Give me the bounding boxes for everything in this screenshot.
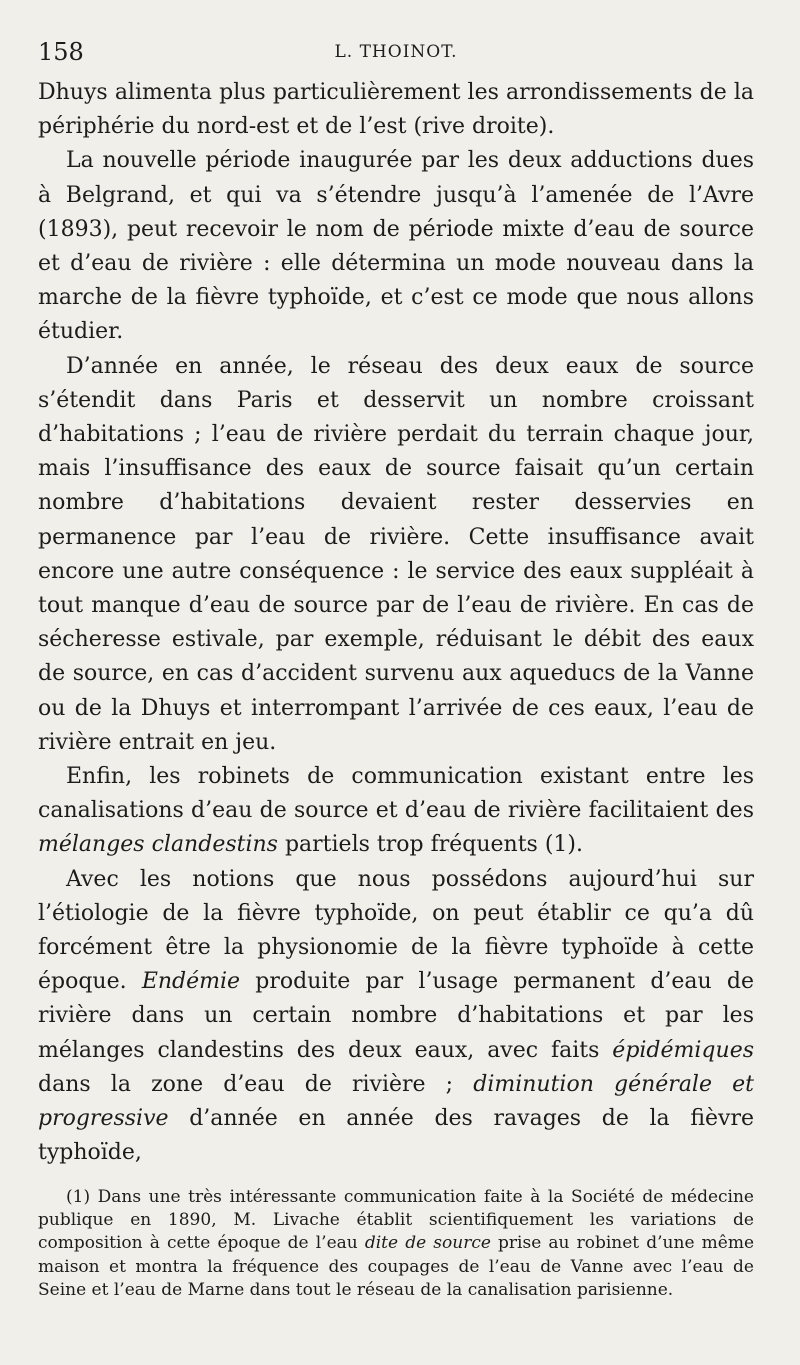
text-run: dans la zone d’eau de rivière ;: [38, 1071, 474, 1097]
footnotes: [38, 1186, 754, 1302]
text-run: partiels trop fréquents (1).: [277, 832, 583, 858]
text-run: Enfin, les robinets de communication existant entre les canalisations d’eau de source et d’eau de rivière facilitaient des: [38, 764, 754, 824]
italic-run: mélanges clandestins: [38, 832, 278, 858]
italic-run: épidémiques: [612, 1037, 754, 1063]
running-head: [38, 38, 754, 68]
text-run: (1) Dans une très intéressante communication faite à la Société de médecine publique en 1890, M. Livache établit scientifiquement les variations de composition à cette époque de l’eau: [38, 1187, 754, 1254]
italic-run: dite de source: [364, 1233, 491, 1254]
paragraph-continued: Dhuys alimenta plus particulièrement les arrondissements de la périphérie du nord-est et de l’est (rive droite).: [38, 80, 754, 140]
text-run: produite par l’usage permanent d’eau de rivière dans un certain nombre d’habitations et par les mélanges clandestins des deux eaux, avec faits: [38, 969, 755, 1063]
italic-run: Endémie: [141, 969, 241, 995]
header-author: L. THOINOT.: [334, 42, 458, 62]
body-text: [38, 76, 754, 1171]
page-number: 158: [38, 38, 84, 66]
paragraph-reseau: D’année en année, le réseau des deux eaux de source s’étendit dans Paris et desservit un nombre croissant d’habitations ; l’eau de rivière perdait du terrain chaque jour, mais l’insuffisance des eaux de source faisait qu’un certain nombre d’habitations devaient rester desservies en permanence par l’eau de rivière. Cette insuffisance avait encore une autre conséquence : le service des eaux suppléait à tout manque d’eau de source par de l’eau de rivière. En cas de sécheresse estivale, par exemple, réduisant le débit des eaux de source, en cas d’accident survenu aux aqueducs de la Vanne ou de la Dhuys et interrompant l’arrivée de ces eaux, l’eau de rivière entrait en jeu.: [38, 353, 754, 755]
text-run: Avec les notions que nous possédons aujourd’hui sur l’étiologie de la fièvre typhoïde, on peut établir ce qu’a dû forcément être la physionomie de la fièvre typhoïde à cette époque.: [38, 866, 754, 995]
paragraph-etiologie: [38, 863, 754, 1171]
text-run: prise au robinet d’une même maison et montra la fréquence des coupages de l’eau de Vanne avec l’eau de Seine et l’eau de Marne dans tout le réseau de la canalisation parisienne.: [38, 1233, 755, 1300]
footnote-1: [38, 1186, 754, 1302]
paragraph-periode-mixte: La nouvelle période inaugurée par les deux adductions dues à Belgrand, et qui va s’étendre jusqu’à l’amenée de l’Avre (1893), peut recevoir le nom de période mixte d’eau de source et d’eau de rivière : elle détermina un mode nouveau dans la marche de la fièvre typhoïde, et c’est ce mode que nous allons étudier.: [38, 148, 754, 345]
paragraph-robinets: [38, 760, 754, 863]
text-run: d’année en année des ravages de la fièvre typhoïde,: [38, 1106, 754, 1166]
italic-run: diminution générale et progressive: [38, 1071, 754, 1132]
